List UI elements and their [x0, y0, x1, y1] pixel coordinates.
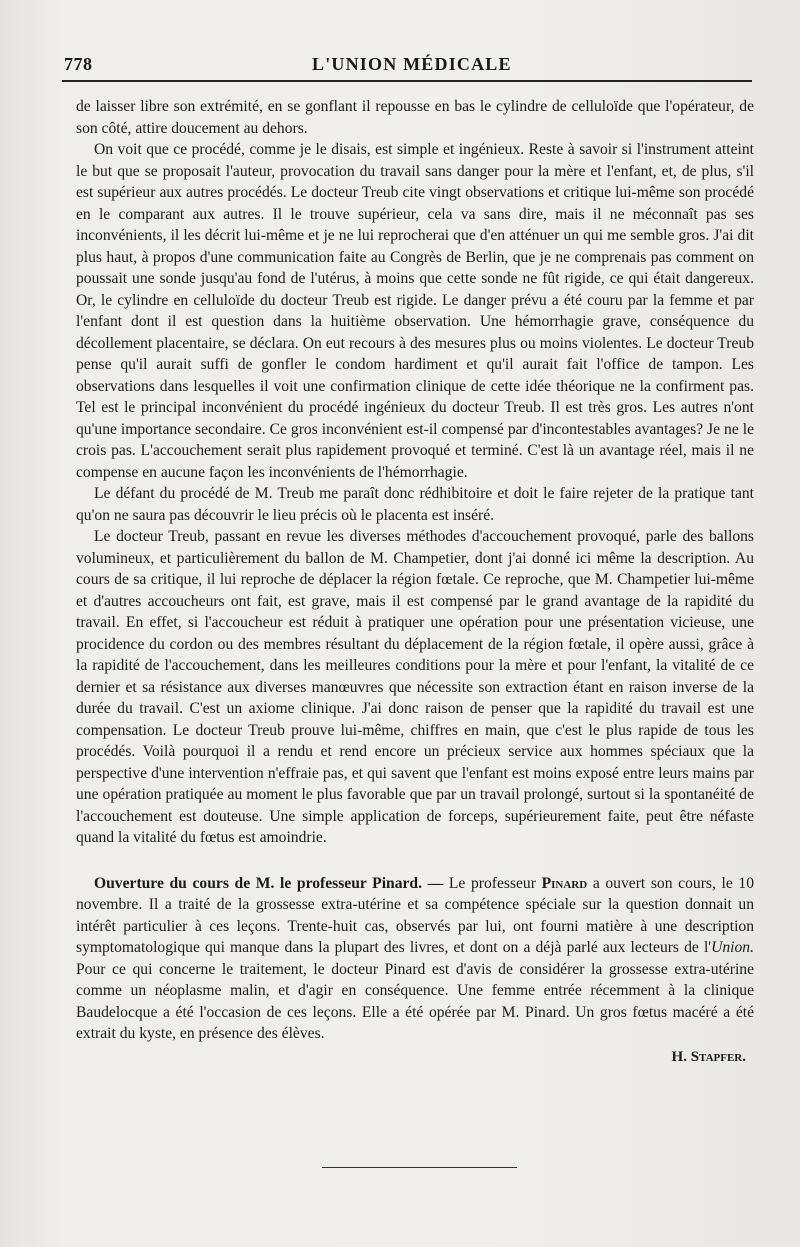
section-gap	[76, 849, 754, 873]
running-title: L'UNION MÉDICALE	[312, 54, 512, 74]
end-rule	[322, 1167, 517, 1168]
section-text-2: Pour ce qui concerne le traitement, le docteur Pinard est d'avis de considérer la grossesse extra-utérine comme un néoplasme malin, et d'agir en conséquence. Une femme entrée récemment à la clinique Baudelocque a été l'occasion de ces leçons. Elle a été opérée par M. Pinard. Un gros fœtus macéré a été extrait du kyste, en présence des élèves.	[76, 960, 754, 1042]
paragraph: Le docteur Treub, passant en revue les diverses méthodes d'accouchement provoqué, parle des ballons volumineux, et particulièrement du ballon de M. Champetier, dont j'ai donné ici même la description. Au cours de sa critique, il lui reproche de déplacer la région fœtale. Ce reproche, que M. Champetier lui-même et d'autres accoucheurs ont fait, est grave, mais il est compensé par le grand avantage de la rapidité du travail. En effet, si l'accoucheur est réduit à pratiquer une opération pour une présentation vicieuse, une procidence du cordon ou des membres résultant du déplacement de la région fœtale, il opère aussi, grâce à la rapidité de l'accouchement, dans les meilleures conditions pour la mère et pour l'enfant, la vitalité de ce dernier et sa résistance aux diverses manœuvres que nécessite son extraction étant en raison inverse de la durée du travail. C'est un axiome clinique. J'ai donc raison de penser que la rapidité du travail est une compensation. Le docteur Treub prouve lui-même, chiffres en main, que c'est le plus rapide de tous les procédés. Voilà pourquoi il a rendu et rend encore un précieux service aux hommes spéciaux que la perspective d'une intervention n'effraie pas, et qui savent que l'enfant est moins exposé entre leurs mains par une opération pratiquée au moment le plus favorable que par un travail prolongé, surtout si la spontanéité de l'accouchement est douteuse. Une simple application de forceps, supérieurement faite, peut être néfaste quand la vitalité du fœtus est amoindrie.	[76, 528, 754, 846]
paragraph: On voit que ce procédé, comme je le disais, est simple et ingénieux. Reste à savoir si l'instrument atteint le but que se proposait l'auteur, provocation du travail sans danger pour la mère et l'enfant, et, de plus, s'il est supérieur aux autres procédés. Le docteur Treub cite vingt observations et critique lui-même son procédé en le comparant aux autres. Il le trouve supérieur, cela va sans dire, mais il ne méconnaît pas ses inconvénients, il les décrit lui-même et je ne lui reprocherai que d'en atténuer un qui me semble gros. J'ai dit plus haut, à propos d'une communication faite au Congrès de Berlin, que je ne comprenais pas comment on poussait une sonde jusqu'au fond de l'utérus, à moins que cette sonde ne fût rigide, ce qui était dangereux. Or, le cylindre en celluloïde du docteur Treub est rigide. Le danger prévu a été couru par la femme et par l'enfant dont il est question dans la huitième observation. Une hémorrhagie grave, conséquence du décollement placentaire, se déclara. On eut recours à des mesures plus ou moins violentes. Le docteur Treub pense qu'il aurait suffi de gonfler le condom hardiment et qu'il aurait fait l'office de tampon. Les observations dans lesquelles il voit une confirmation clinique de cette idée théorique ne la confirment pas. Tel est le principal inconvénient du procédé ingénieux du docteur Treub. Il est très gros. Les autres n'ont qu'une importance secondaire. Ce gros inconvénient est-il compensé par d'incontestables avantages? Je ne le crois pas. L'accouchement serait plus rapidement provoqué et terminé. C'est là un avantage réel, mais il ne compense en aucune façon les inconvénients de l'hémorrhagie.	[76, 141, 754, 481]
professor-name: Pinard	[541, 874, 588, 892]
paragraph: Le défant du procédé de M. Treub me paraît donc rédhibitoire et doit le faire rejeter de la pratique tant qu'on ne saura pas découvrir le lieu précis où le placenta est inséré.	[76, 485, 754, 524]
page-header	[62, 50, 752, 78]
journal-name: Union.	[711, 939, 754, 956]
section-paragraph	[76, 873, 754, 1045]
paragraph: de laisser libre son extrémité, en se gonflant il repousse en bas le cylindre de celluloïde que l'opérateur, de son côté, attire doucement au dehors.	[76, 98, 754, 137]
signature: H. Stapfer.	[671, 1048, 746, 1065]
article-body	[76, 96, 754, 1068]
page-number: 778	[64, 54, 93, 74]
section-text: a ouvert son cours, le 10 novembre. Il a traité de la grossesse extra-utérine et sa compétence spéciale sur la question donnait un intérêt particulier à ces leçons. Trente-huit cas, observés par lui, ont fourni matière à une description symptomatologique qui manque dans la plupart des livres, et dont on a déjà parlé aux lecteurs de l'	[76, 874, 754, 956]
section-heading: Ouverture du cours de M. le professeur Pinard. —	[94, 874, 444, 892]
section-lead: Le professeur	[443, 874, 542, 892]
header-rule	[62, 80, 752, 82]
